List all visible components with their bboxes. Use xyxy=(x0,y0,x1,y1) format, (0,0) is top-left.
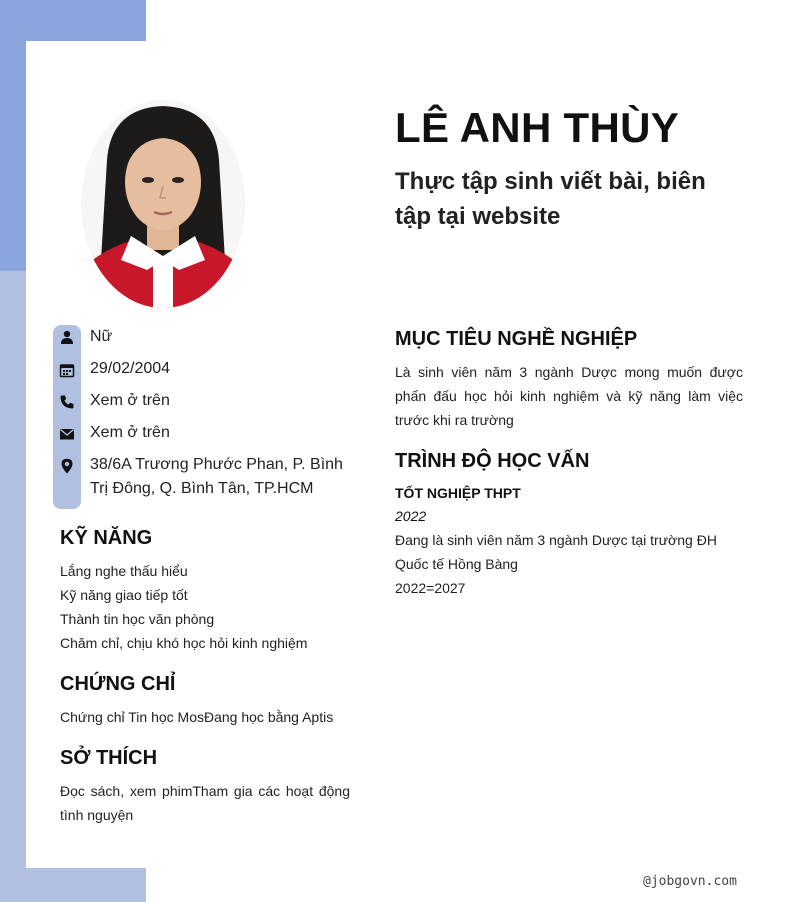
job-title: Thực tập sinh viết bài, biên tập tại website xyxy=(395,168,706,230)
education-period: 2022=2027 xyxy=(395,580,466,596)
location-pin-icon xyxy=(59,458,75,474)
education-description: Đang là sinh viên năm 3 ngành Dược tại trường ĐH Quốc tế Hồng Bàng xyxy=(395,532,717,572)
watermark: @jobgovn.com xyxy=(643,874,737,889)
skill-item: Kỹ năng giao tiếp tốt xyxy=(60,587,188,603)
contact-icon-bar xyxy=(53,325,81,509)
skills-heading: KỸ NĂNG xyxy=(60,527,153,549)
phone-value: Xem ở trên xyxy=(90,392,170,409)
education-year: 2022 xyxy=(395,508,427,524)
hobbies-heading: SỞ THÍCH xyxy=(60,747,158,769)
phone-icon xyxy=(59,394,75,410)
gender-value: Nữ xyxy=(90,328,113,345)
candidate-name: LÊ ANH THÙY xyxy=(395,104,680,151)
email-value: Xem ở trên xyxy=(90,424,170,441)
skill-item: Lắng nghe thấu hiểu xyxy=(60,563,188,579)
objective-heading: MỤC TIÊU NGHỀ NGHIỆP xyxy=(395,328,638,350)
dob-value: 29/02/2004 xyxy=(90,360,171,377)
address-value: 38/6A Trương Phước Phan, P. Bình Trị Đông, Q. Bình Tân, TP.HCM xyxy=(90,456,343,497)
skill-item: Chăm chỉ, chịu khó học hỏi kinh nghiệm xyxy=(60,635,308,651)
certificates-heading: CHỨNG CHỈ xyxy=(60,673,176,695)
skills-list xyxy=(60,559,307,655)
education-heading: TRÌNH ĐỘ HỌC VẤN xyxy=(395,450,590,472)
calendar-icon xyxy=(59,362,75,378)
person-icon xyxy=(59,329,75,345)
certificates-text: Chứng chỉ Tin học MosĐang học bằng Aptis xyxy=(60,709,334,725)
skill-item: Thành tin học văn phòng xyxy=(60,611,215,627)
mail-icon xyxy=(59,426,75,442)
profile-photo xyxy=(81,100,245,308)
objective-text: Là sinh viên năm 3 ngành Dược mong muốn được phấn đấu học hỏi kinh nghiệm và kỹ năng làm việc trước khi ra trường xyxy=(395,364,743,428)
hobbies-text: Đọc sách, xem phimTham gia các hoạt động tình nguyện xyxy=(60,783,350,823)
education-school: TỐT NGHIỆP THPT xyxy=(395,485,521,501)
